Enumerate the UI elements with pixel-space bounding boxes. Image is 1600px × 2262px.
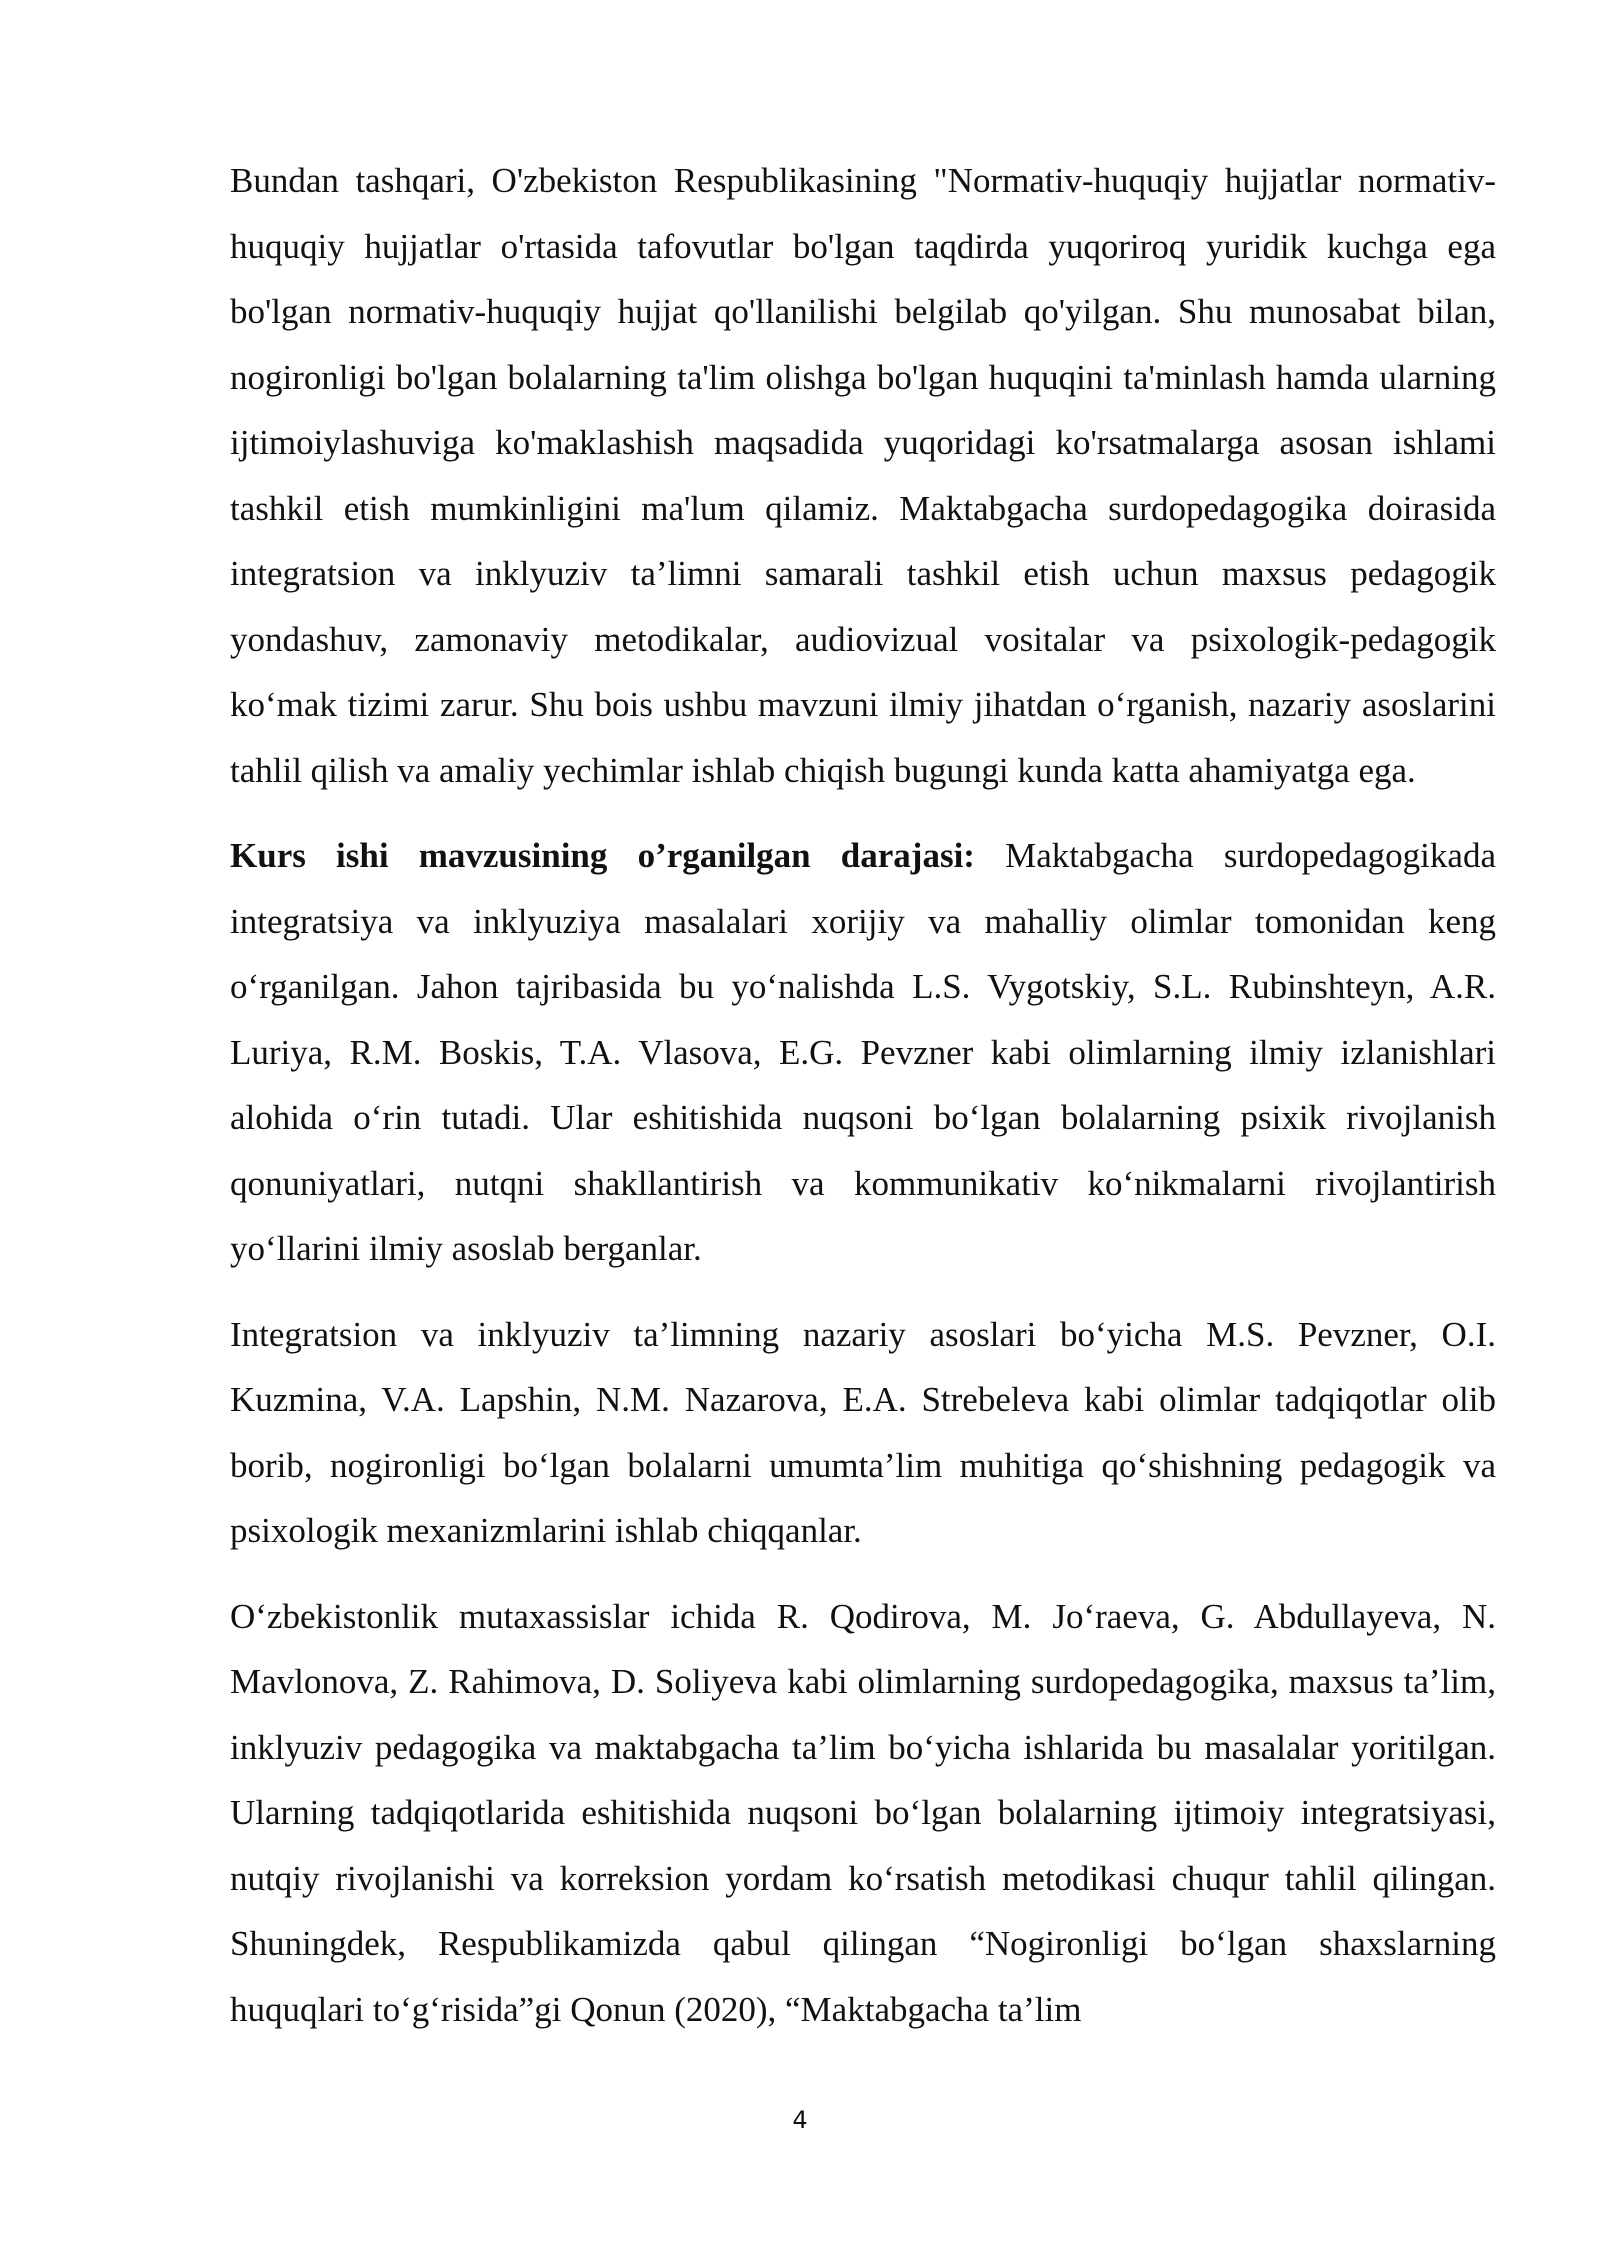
section-heading-studied-level: Kurs ishi mavzusining o’rganilgan darajasi: <box>230 836 975 875</box>
paragraph-3-text: Integratsion va inklyuziv ta’limning nazariy asoslari bo‘yicha M.S. Pevzner, O.I. Kuzmina, V.A. Lapshin, N.M. Nazarova, E.A. Strebeleva kabi olimlar tadqiqotlar olib borib, nogironligi bo‘lgan bolalarni umumta’lim muhitiga qo‘shishning pedagogik va psixologik mexanizmlarini ishlab chiqqanlar. <box>230 1314 1496 1550</box>
paragraph-4 <box>230 1584 1496 2043</box>
paragraph-2-text: Maktabgacha surdopedagogikada integratsiya va inklyuziya masalalari xorijiy va mahalliy olimlar tomonidan keng o‘rganilgan. Jahon tajribasida bu yo‘nalishda L.S. Vygotskiy, S.L. Rubinshteyn, A.R. Luriya, R.M. Boskis, T.A. Vlasova, E.G. Pevzner kabi olimlarning ilmiy izlanishlari alohida o‘rin tutadi. Ular eshitishida nuqsoni bo‘lgan bolalarning psixik rivojlanish qonuniyatlari, nutqni shakllantirish va kommunikativ ko‘nikmalarni rivojlantirish yo‘llarini ilmiy asoslab berganlar. <box>230 836 1496 1268</box>
paragraph-4-text: O‘zbekistonlik mutaxassislar ichida R. Qodirova, M. Jo‘raeva, G. Abdullayeva, N. Mavlonova, Z. Rahimova, D. Soliyeva kabi olimlarning surdopedagogika, maxsus ta’lim, inklyuziv pedagogika va maktabgacha ta’lim bo‘yicha ishlarida bu masalalar yoritilgan. Ularning tadqiqotlarida eshitishida nuqsoni bo‘lgan bolalarning ijtimoiy integratsiyasi, nutqiy rivojlanishi va korreksion yordam ko‘rsatish metodikasi chuqur tahlil qilingan. Shuningdek, Respublikamizda qabul qilingan “Nogironligi bo‘lgan shaxslarning huquqlari to‘g‘risida”gi Qonun (2020), “Maktabgacha ta’lim <box>230 1596 1496 2029</box>
page-number: 4 <box>792 2106 808 2134</box>
paragraph-1 <box>230 148 1496 803</box>
document-body <box>230 148 1496 2062</box>
paragraph-1-text: Bundan tashqari, O'zbekiston Respublikasining "Normativ-huquqiy hujjatlar normativ-huquqiy hujjatlar o'rtasida tafovutlar bo'lgan taqdirda yuqoriroq yuridik kuchga ega bo'lgan normativ-huquqiy hujjat qo'llanilishi belgilab qo'yilgan. Shu munosabat bilan, nogironligi bo'lgan bolalarning ta'lim olishga bo'lgan huquqini ta'minlash hamda ularning ijtimoiylashuviga ko'maklashish maqsadida yuqoridagi ko'rsatmalarga asosan ishlami tashkil etish mumkinligini ma'lum qilamiz. Maktabgacha surdopedagogika doirasida integratsion va inklyuziv ta’limni samarali tashkil etish uchun maxsus pedagogik yondashuv, zamonaviy metodikalar, audiovizual vositalar va psixologik-pedagogik ko‘mak tizimi zarur. Shu bois ushbu mavzuni ilmiy jihatdan o‘rganish, nazariy asoslarini tahlil qilish va amaliy yechimlar ishlab chiqish bugungi kunda katta ahamiyatga ega. <box>230 161 1496 790</box>
paragraph-2 <box>230 823 1496 1282</box>
paragraph-3 <box>230 1302 1496 1564</box>
